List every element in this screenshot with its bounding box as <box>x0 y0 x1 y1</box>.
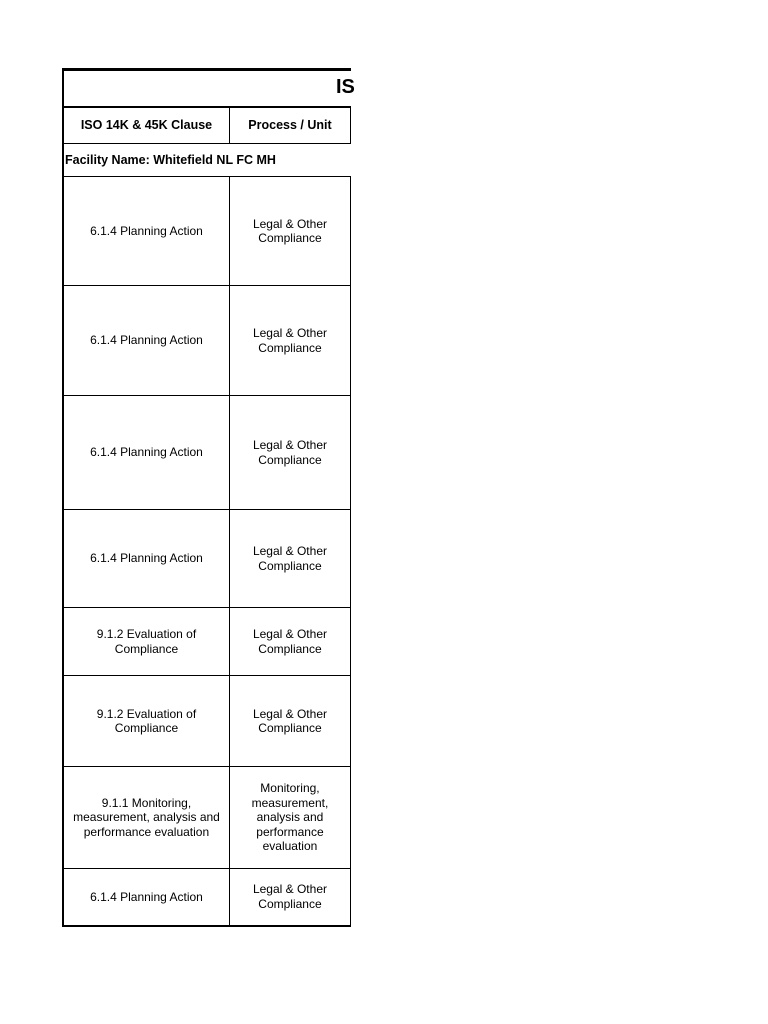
table-row <box>63 676 351 767</box>
process-cell: Legal & Other Compliance <box>229 869 350 926</box>
clause-cell: 6.1.4 Planning Action <box>63 869 229 926</box>
compliance-table <box>62 107 351 927</box>
process-cell: Legal & Other Compliance <box>229 608 350 676</box>
column-header-process: Process / Unit <box>229 108 350 144</box>
clause-cell: 9.1.2 Evaluation of Compliance <box>63 608 229 676</box>
clause-cell: 9.1.2 Evaluation of Compliance <box>63 676 229 767</box>
table-row <box>63 767 351 869</box>
process-cell: Legal & Other Compliance <box>229 286 350 396</box>
compliance-sheet <box>62 68 355 927</box>
process-cell: Monitoring, measurement, analysis and performance evaluation <box>229 767 350 869</box>
table-row <box>63 869 351 926</box>
clause-cell: 6.1.4 Planning Action <box>63 510 229 608</box>
process-cell: Legal & Other Compliance <box>229 177 350 286</box>
title-row <box>62 68 355 107</box>
process-cell: Legal & Other Compliance <box>229 676 350 767</box>
table-row <box>63 608 351 676</box>
process-cell: Legal & Other Compliance <box>229 396 350 510</box>
clause-cell: 9.1.1 Monitoring, measurement, analysis and performance evaluation <box>63 767 229 869</box>
clause-cell: 6.1.4 Planning Action <box>63 286 229 396</box>
process-cell: Legal & Other Compliance <box>229 510 350 608</box>
facility-name: Facility Name: Whitefield NL FC MH <box>63 144 351 177</box>
column-header-clause: ISO 14K & 45K Clause <box>63 108 229 144</box>
table-row <box>63 177 351 286</box>
facility-row <box>63 144 351 177</box>
table-row <box>63 396 351 510</box>
table-row <box>63 510 351 608</box>
clause-cell: 6.1.4 Planning Action <box>63 396 229 510</box>
header-row <box>63 108 351 144</box>
clause-cell: 6.1.4 Planning Action <box>63 177 229 286</box>
table-row <box>63 286 351 396</box>
sheet-title: IS <box>336 76 355 98</box>
